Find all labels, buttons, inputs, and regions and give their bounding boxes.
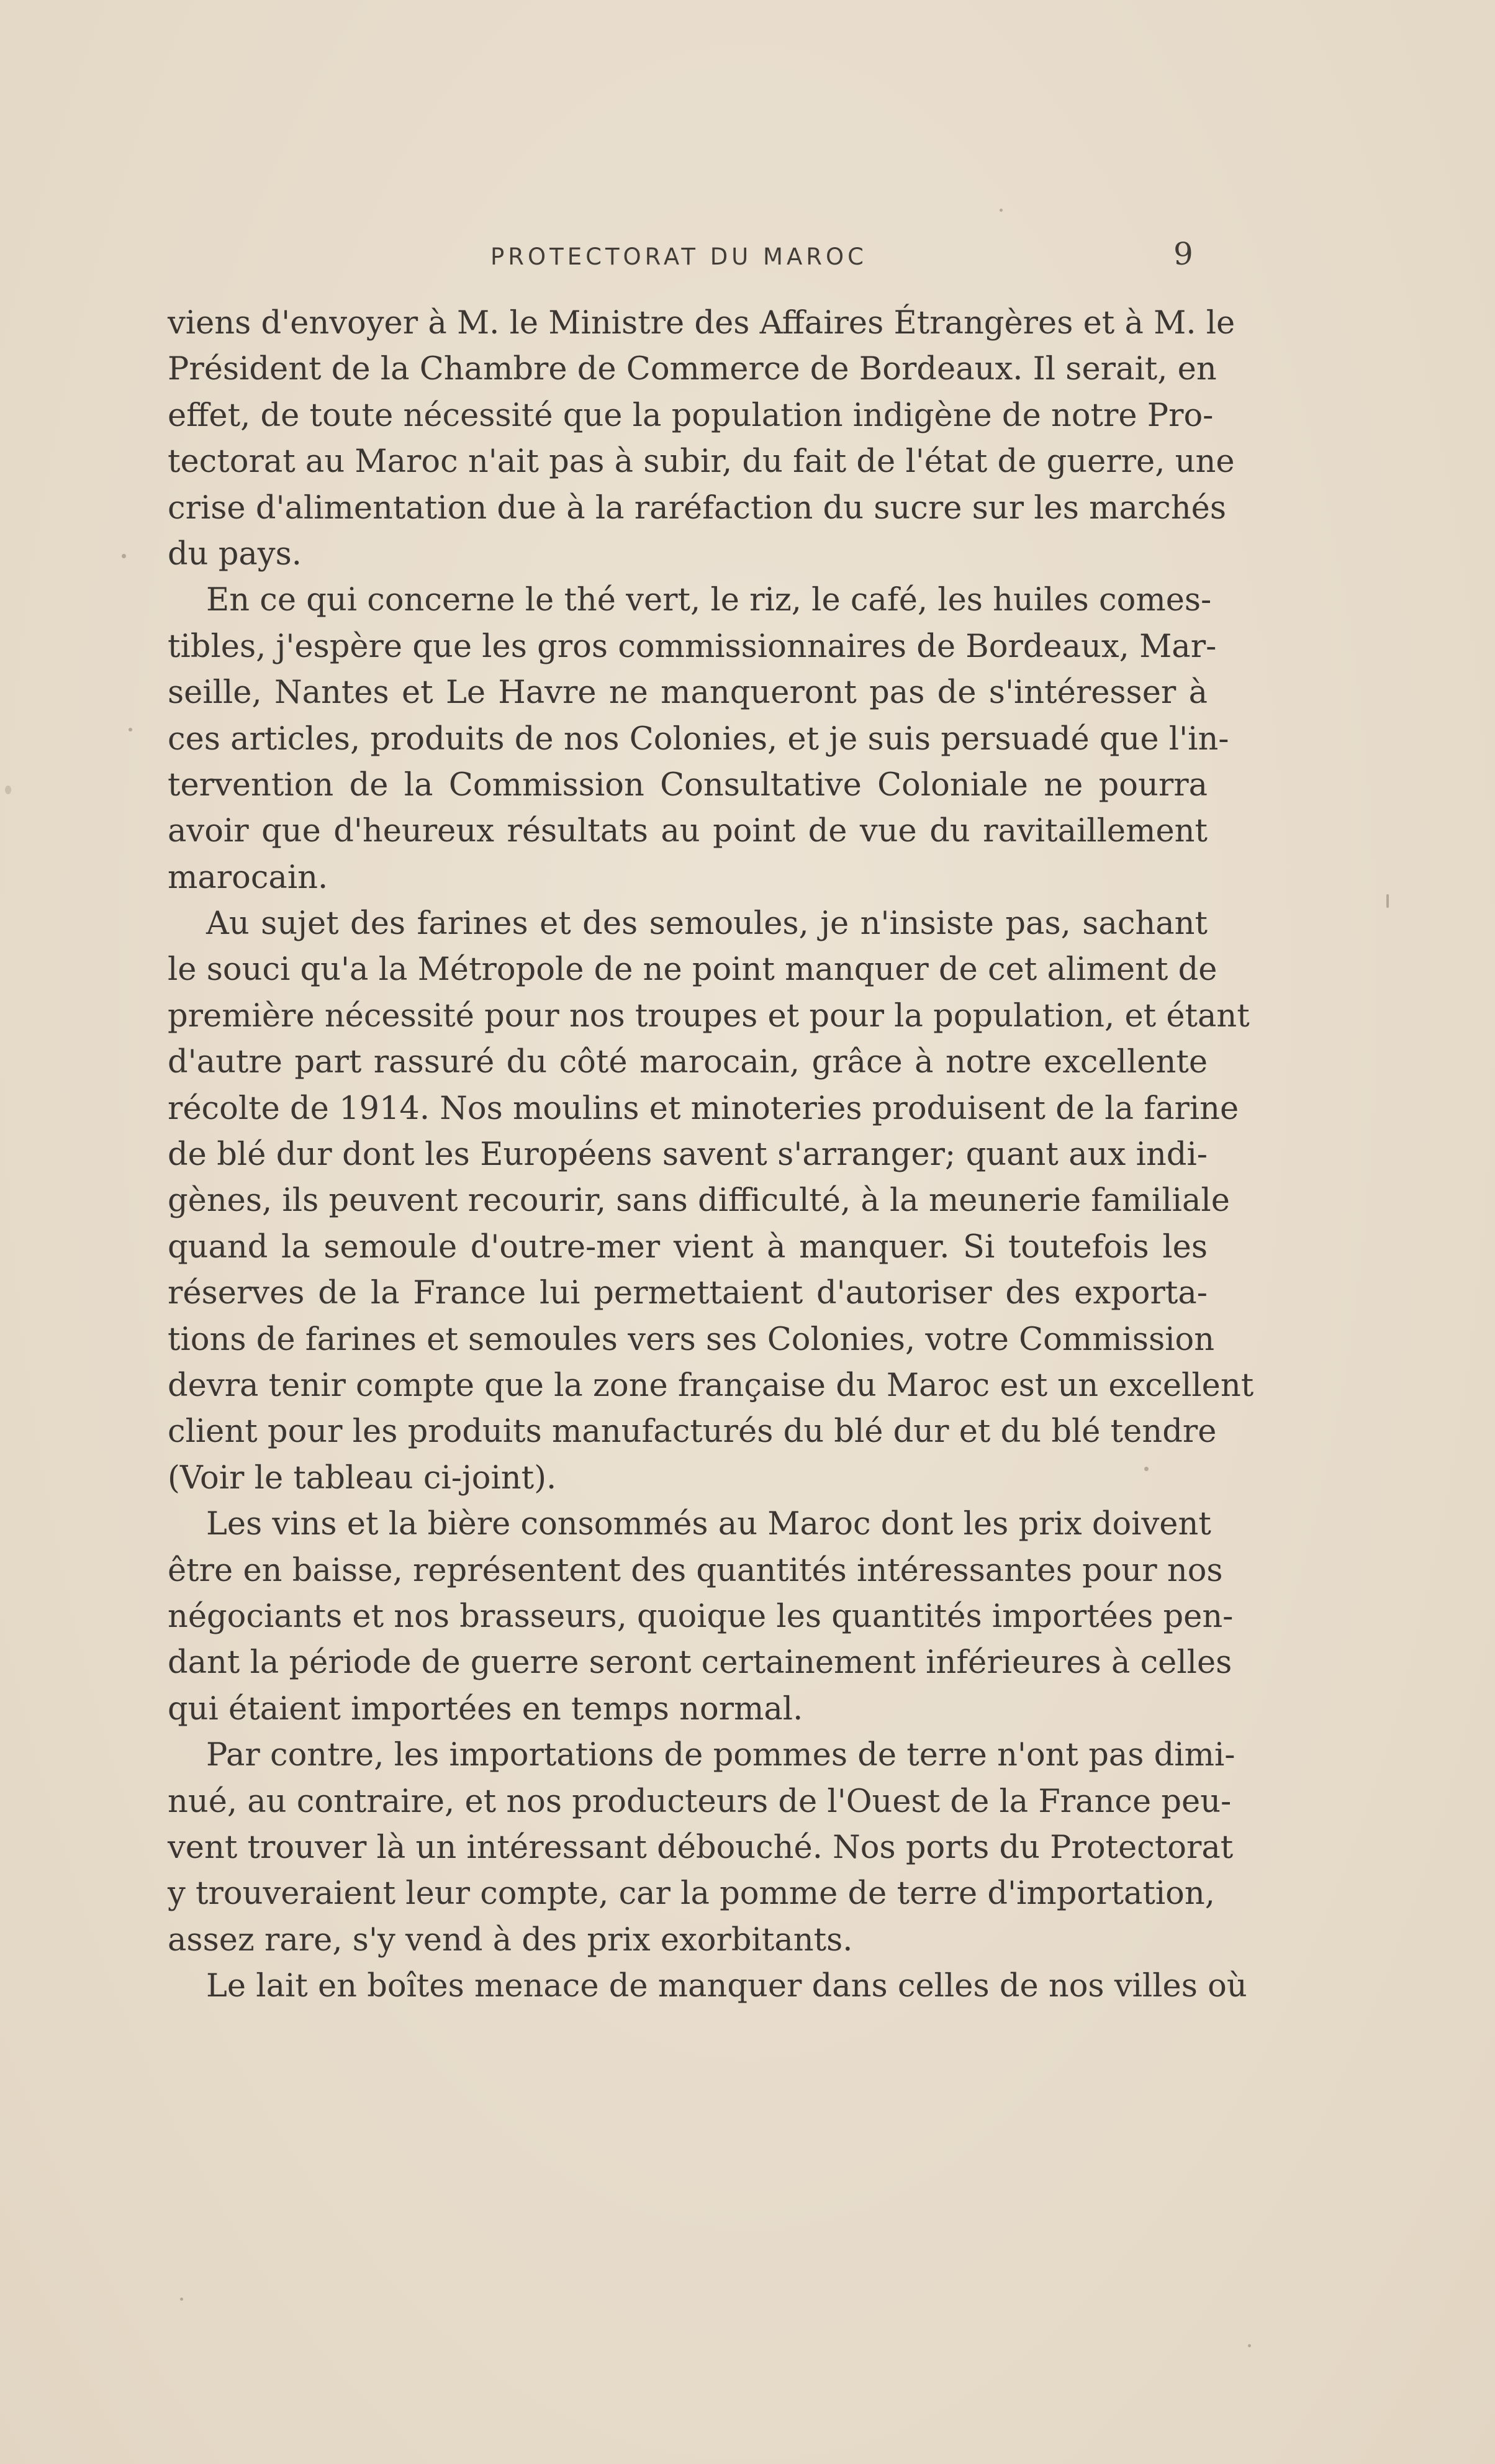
text-line: le souci qu'a la Métropole de ne point manquer de cet aliment de	[168, 951, 1217, 989]
text-line: dant la période de guerre seront certainement inférieures à celles	[168, 1644, 1232, 1682]
text-line: Président de la Chambre de Commerce de Bordeaux. Il serait, en	[168, 351, 1217, 388]
text-line: seille, Nantes et Le Havre ne manqueront pas de s'intéresser à	[168, 674, 1208, 712]
text-line: qui étaient importées en temps normal.	[168, 1690, 803, 1728]
text-line: vent trouver là un intéressant débouché. Nos ports du Protectorat	[168, 1829, 1234, 1866]
text-line: être en baisse, représentent des quantités intéressantes pour nos	[168, 1552, 1223, 1589]
text-line: assez rare, s'y vend à des prix exorbitants.	[168, 1921, 853, 1959]
text-line: première nécessité pour nos troupes et pour la population, et étant	[168, 997, 1250, 1035]
text-line: négociants et nos brasseurs, quoique les quantités importées pen-	[168, 1598, 1234, 1635]
paper-speck	[1144, 1467, 1149, 1471]
text-line: crise d'alimentation due à la raréfaction du sucre sur les marchés	[168, 489, 1227, 527]
paper-speck	[129, 728, 132, 732]
text-line: devra tenir compte que la zone française du Maroc est un excellent	[168, 1367, 1254, 1404]
page-number: 9	[1173, 236, 1193, 272]
paper-speck	[122, 554, 126, 558]
text-line: client pour les produits manufacturés du blé dur et du blé tendre	[168, 1413, 1217, 1451]
text-line: tervention de la Commission Consultative Coloniale ne pourra	[168, 766, 1208, 804]
text-line: du pays.	[168, 535, 302, 573]
text-line: avoir que d'heureux résultats au point de vue du ravitaillement	[168, 813, 1208, 850]
paragraph-start-line: Le lait en boîtes menace de manquer dans celles de nos villes où	[206, 1968, 1247, 2005]
text-line: tectorat au Maroc n'ait pas à subir, du fait de l'état de guerre, une	[168, 443, 1235, 481]
running-head: PROTECTORAT DU MAROC	[490, 243, 867, 270]
paragraph-start-line: Les vins et la bière consommés au Maroc dont les prix doivent	[206, 1506, 1211, 1543]
paper-speck	[1000, 209, 1003, 212]
text-line: tions de farines et semoules vers ses Colonies, votre Commission	[168, 1321, 1215, 1358]
text-line: ces articles, produits de nos Colonies, et je suis persuadé que l'in-	[168, 720, 1229, 758]
text-line: réserves de la France lui permettaient d'autoriser des exporta-	[168, 1275, 1208, 1312]
paragraph-start-line: En ce qui concerne le thé vert, le riz, le café, les huiles comes-	[206, 582, 1212, 619]
text-line: (Voir le tableau ci-joint).	[168, 1459, 557, 1497]
text-line: quand la semoule d'outre-mer vient à manquer. Si toutefois les	[168, 1228, 1208, 1266]
text-line: y trouveraient leur compte, car la pomme de terre d'importation,	[168, 1875, 1215, 1913]
text-line: effet, de toute nécessité que la population indigène de notre Pro-	[168, 397, 1214, 434]
text-line: nué, au contraire, et nos producteurs de l'Ouest de la France peu-	[168, 1783, 1232, 1820]
text-line: d'autre part rassuré du côté marocain, grâce à notre excellente	[168, 1044, 1208, 1081]
paragraph-start-line: Par contre, les importations de pommes de terre n'ont pas dimi-	[206, 1737, 1235, 1774]
paper-speck	[1248, 2344, 1251, 2347]
text-line: tibles, j'espère que les gros commissionnaires de Bordeaux, Mar-	[168, 628, 1217, 665]
text-line: viens d'envoyer à M. le Ministre des Affaires Étrangères et à M. le	[168, 305, 1235, 342]
text-line: récolte de 1914. Nos moulins et minoteries produisent de la farine	[168, 1090, 1239, 1127]
paragraph-start-line: Au sujet des farines et des semoules, je n'insiste pas, sachant	[206, 905, 1208, 943]
text-line: gènes, ils peuvent recourir, sans difficulté, à la meunerie familiale	[168, 1182, 1230, 1220]
paper-speck	[1386, 894, 1389, 908]
body-text	[168, 301, 1254, 2009]
paper-speck	[5, 786, 11, 794]
text-line: de blé dur dont les Européens savent s'arranger; quant aux indi-	[168, 1136, 1208, 1174]
text-line: marocain.	[168, 859, 328, 896]
paper-speck	[180, 2298, 183, 2301]
